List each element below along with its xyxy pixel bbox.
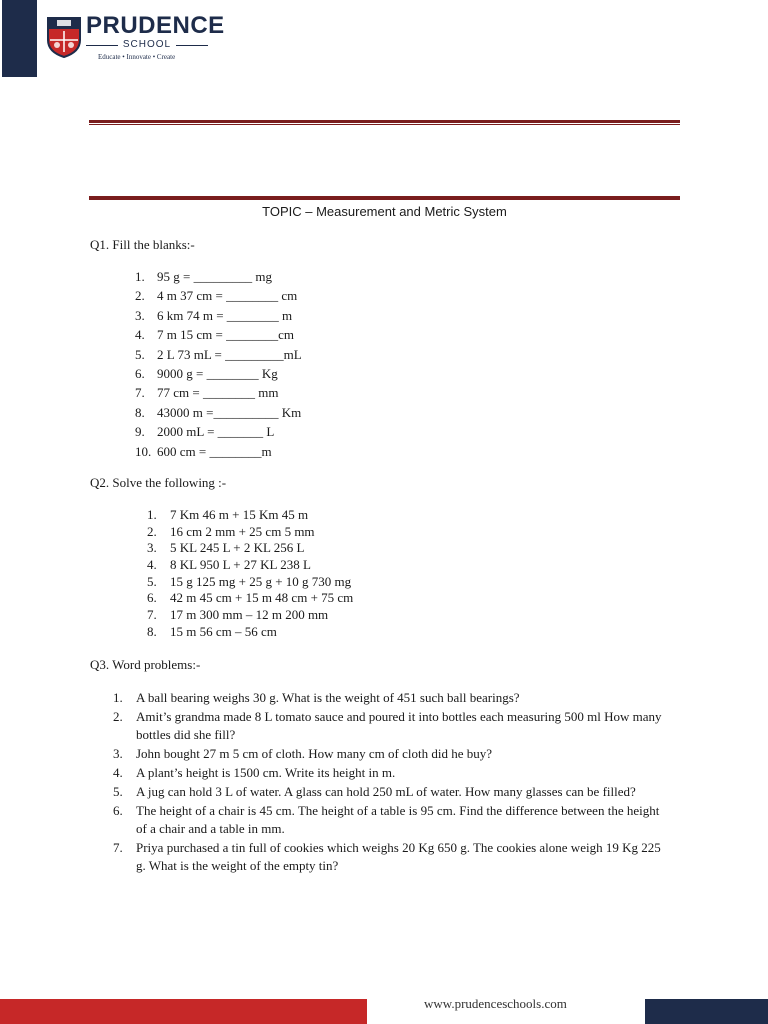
school-tagline: Educate • Innovate • Create: [98, 53, 176, 61]
q1-item-text: 4 m 37 cm = ________ cm: [157, 288, 298, 304]
header-side-bar: [2, 0, 37, 77]
q3-item: [113, 689, 673, 707]
topic-title: TOPIC – Measurement and Metric System: [262, 204, 507, 219]
q2-item-number: 8.: [147, 623, 157, 639]
school-brand-name: PRUDENCE: [86, 12, 225, 39]
q1-item-text: 6 km 74 m = ________ m: [157, 307, 293, 323]
q1-item-text: 2 L 73 mL = _________mL: [157, 346, 302, 362]
q3-item: [113, 708, 673, 744]
q3-item-text: Amit’s grandma made 8 L tomato sauce and poured it into bottles each measuring 500 ml How many bottles did she fill?: [136, 709, 662, 742]
q1-item-number: 3.: [135, 307, 145, 323]
q2-item-number: 5.: [147, 573, 157, 589]
q3-item: [113, 839, 673, 875]
q3-item: [113, 783, 673, 801]
q3-item-number: 3.: [113, 746, 123, 761]
footer-red-band: [0, 999, 367, 1024]
q3-item: [113, 764, 673, 782]
q3-item-text: The height of a chair is 45 cm. The height of a table is 95 cm. Find the difference between the height of a chair and a table in mm.: [136, 803, 660, 836]
q3-item-text: A ball bearing weighs 30 g. What is the weight of 451 such ball bearings?: [136, 690, 520, 705]
q1-item-number: 7.: [135, 385, 145, 401]
q1-item-text: 2000 mL = _______ L: [157, 424, 275, 440]
q2-item-number: 3.: [147, 540, 157, 556]
q3-item-text: Priya purchased a tin full of cookies which weighs 20 Kg 650 g. The cookies alone weigh 19 Kg 225 g. What is the weight of the empty tin?: [136, 840, 661, 873]
q2-item-text: 8 KL 950 L + 27 KL 238 L: [170, 557, 311, 573]
q2-heading: Q2. Solve the following :-: [90, 475, 227, 490]
q3-item-number: 1.: [113, 690, 123, 705]
q1-heading: Q1. Fill the blanks:-: [90, 237, 195, 252]
q1-item-number: 9.: [135, 424, 145, 440]
q2-item-number: 2.: [147, 523, 157, 539]
q3-list: [113, 689, 673, 876]
school-logo: [46, 12, 225, 64]
q1-item-text: 7 m 15 cm = ________cm: [157, 327, 294, 343]
q2-item-number: 1.: [147, 507, 157, 522]
header-divider-thin: [89, 124, 680, 125]
q1-item-text: 9000 g = ________ Kg: [157, 365, 278, 381]
q3-item-number: 6.: [113, 803, 123, 818]
q3-heading: Q3. Word problems:-: [90, 657, 201, 672]
q3-item: [113, 745, 673, 763]
q3-item-number: 5.: [113, 784, 123, 799]
q2-item-text: 17 m 300 mm – 12 m 200 mm: [170, 607, 329, 623]
topic-divider: [89, 196, 680, 200]
q3-item-number: 2.: [113, 709, 123, 724]
school-label-row: [86, 39, 208, 51]
q1-item-text: 77 cm = ________ mm: [157, 385, 279, 401]
q1-item-number: 1.: [135, 269, 145, 284]
q2-item-text: 5 KL 245 L + 2 KL 256 L: [170, 540, 305, 556]
q3-item-text: A plant’s height is 1500 cm. Write its height in m.: [136, 765, 396, 780]
q2-item-number: 4.: [147, 557, 157, 573]
q3-item: [113, 802, 673, 838]
q3-item-text: John bought 27 m 5 cm of cloth. How many cm of cloth did he buy?: [136, 746, 493, 761]
q1-item-number: 5.: [135, 346, 145, 362]
school-label-line-right: [176, 45, 208, 46]
header-divider: [89, 120, 680, 123]
q1-item-number: 10.: [135, 443, 152, 459]
q1-item-text: 43000 m =__________ Km: [157, 404, 302, 420]
q2-item-number: 7.: [147, 607, 157, 623]
footer-navy-band: [645, 999, 768, 1024]
school-label: SCHOOL: [122, 39, 172, 50]
q2-item-text: 42 m 45 cm + 15 m 48 cm + 75 cm: [170, 590, 354, 606]
q3-item-number: 7.: [113, 840, 123, 855]
q2-item-text: 15 g 125 mg + 25 g + 10 g 730 mg: [170, 573, 352, 589]
school-crest-icon: [46, 14, 82, 58]
q1-item-number: 2.: [135, 288, 145, 304]
q1-item-number: 4.: [135, 327, 145, 343]
footer-website: www.prudenceschools.com: [424, 996, 567, 1011]
q2-item-number: 6.: [147, 590, 157, 606]
q1-item-text: 95 g = _________ mg: [157, 269, 272, 284]
q2-item-text: 7 Km 46 m + 15 Km 45 m: [170, 507, 309, 522]
q3-item-text: A jug can hold 3 L of water. A glass can hold 250 mL of water. How many glasses can be filled?: [136, 784, 636, 799]
q2-item-text: 16 cm 2 mm + 25 cm 5 mm: [170, 523, 315, 539]
q3-item-number: 4.: [113, 765, 123, 780]
q1-item-number: 8.: [135, 404, 145, 420]
q1-item-number: 6.: [135, 365, 145, 381]
q1-item-text: 600 cm = ________m: [157, 443, 272, 459]
q2-item-text: 15 m 56 cm – 56 cm: [170, 623, 277, 639]
